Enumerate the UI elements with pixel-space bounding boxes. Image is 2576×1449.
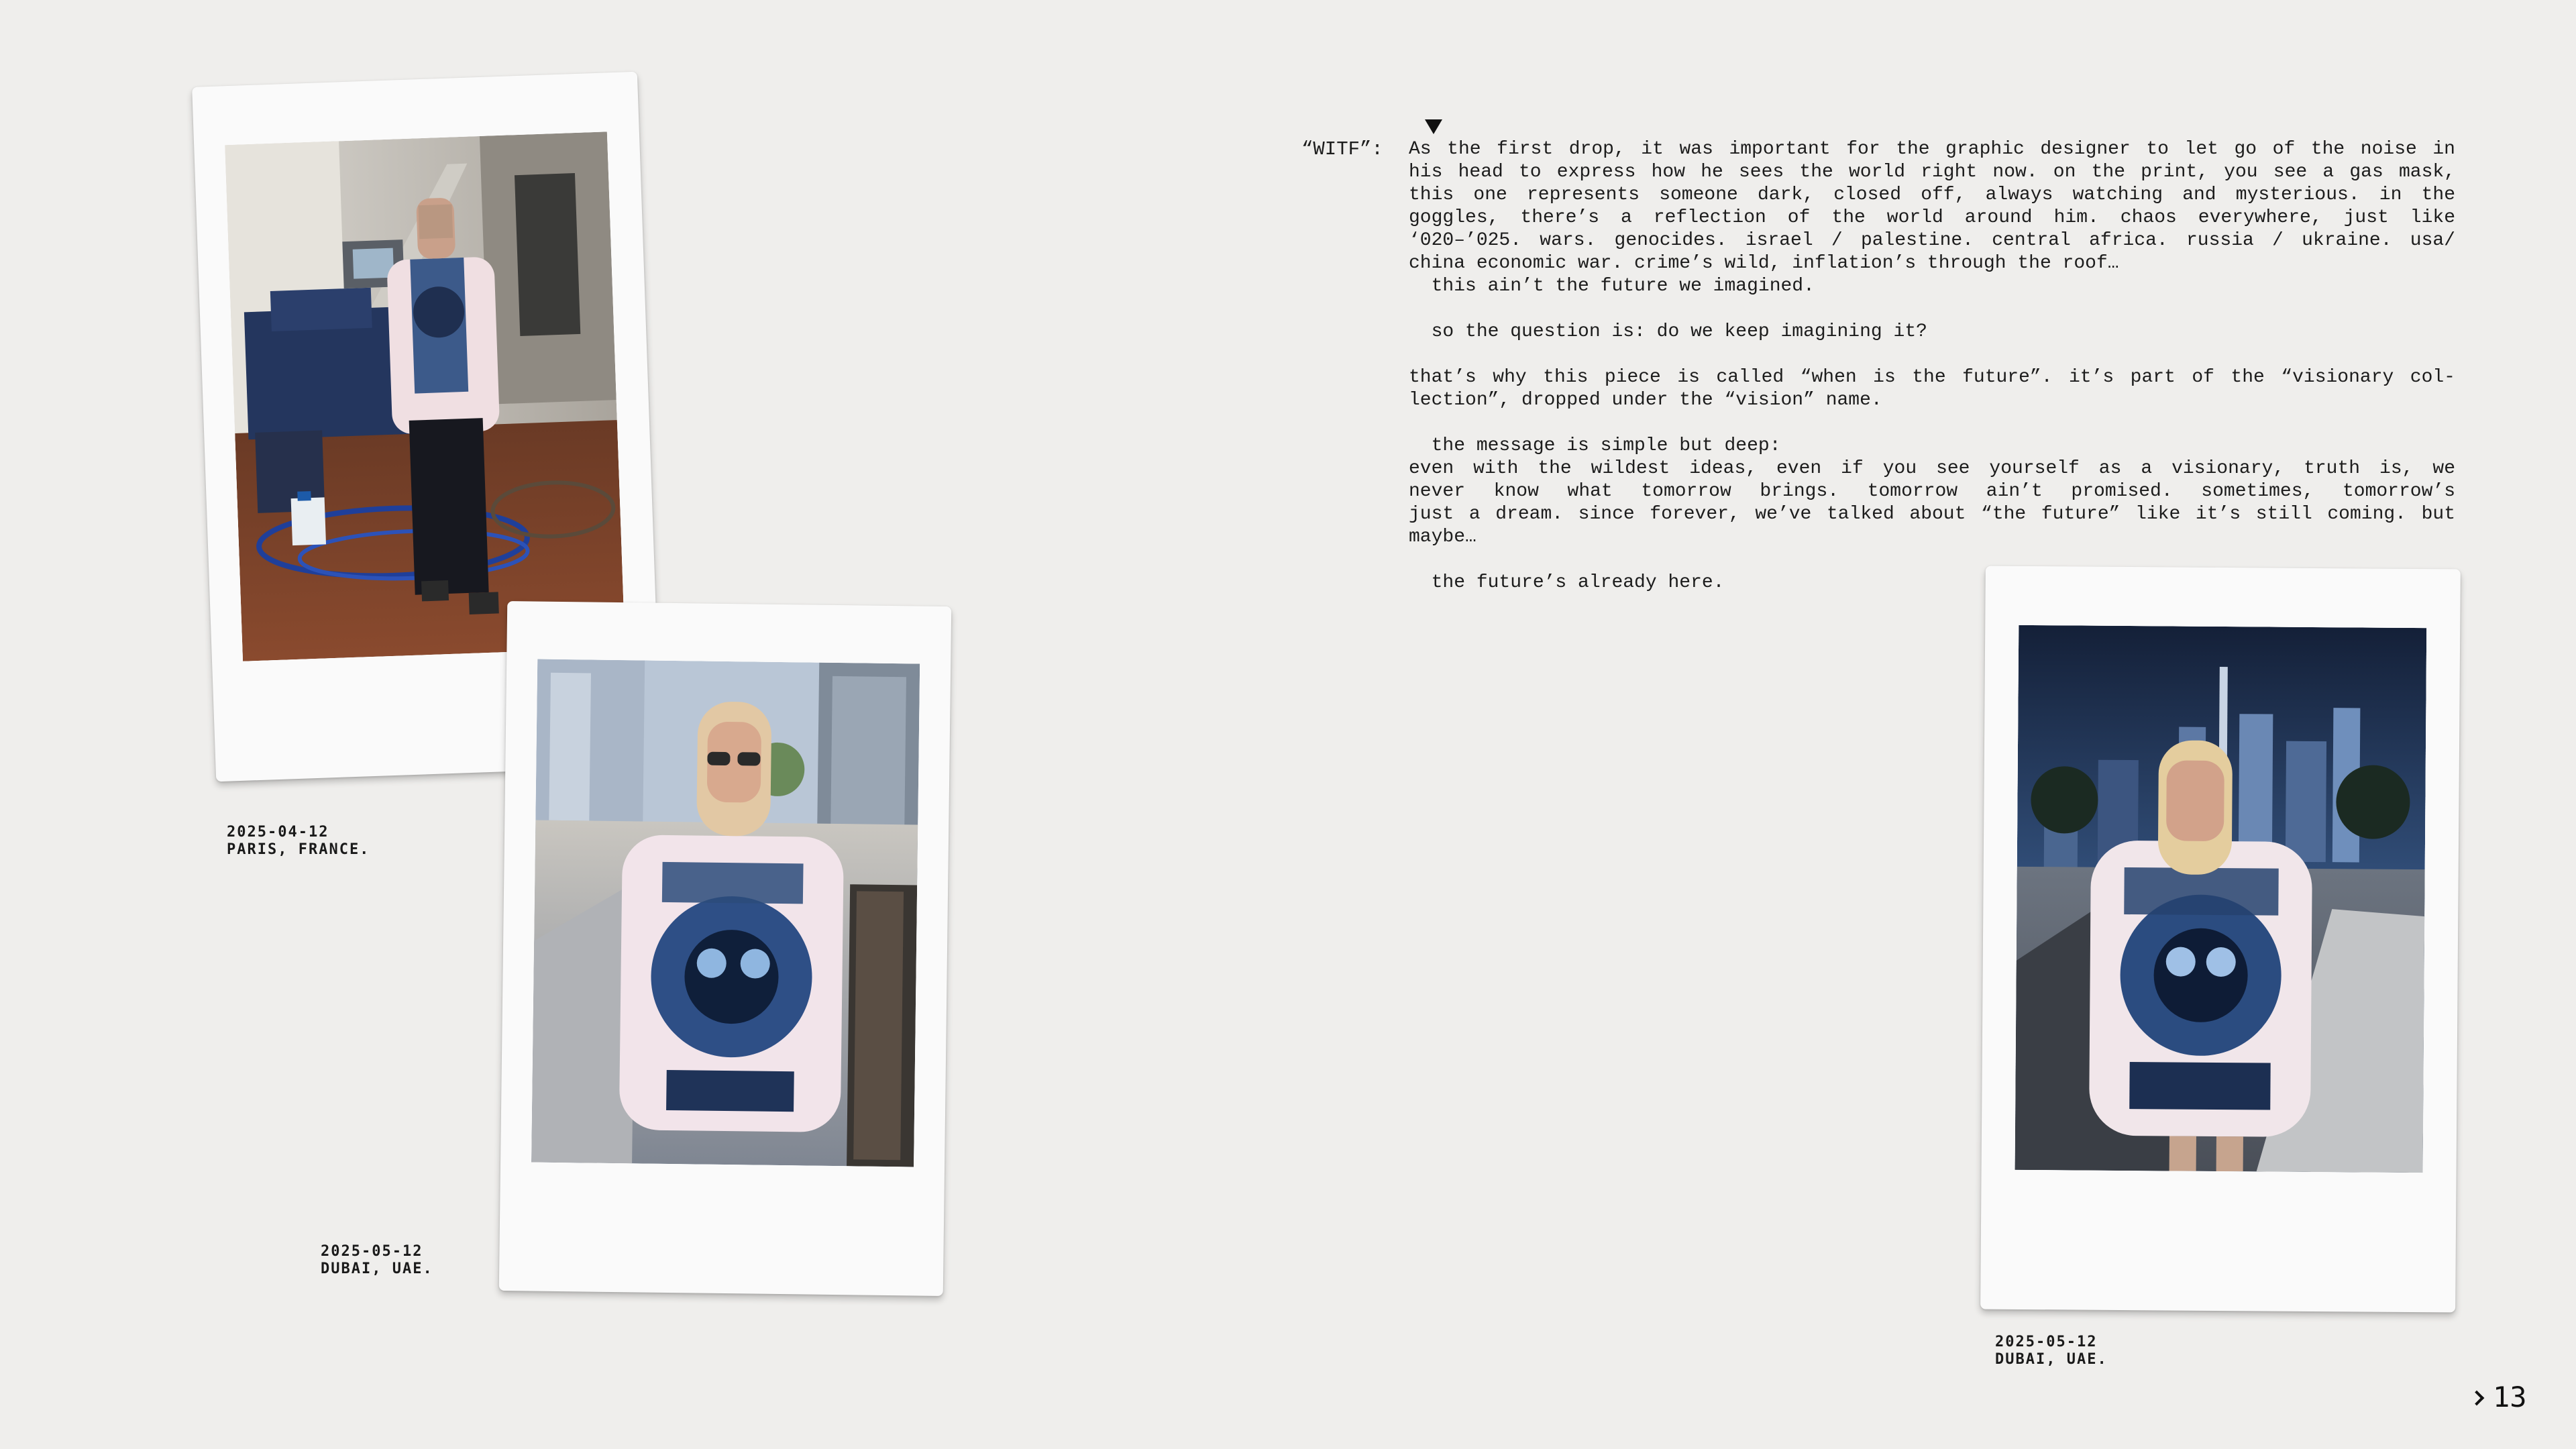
article-line: goggles, there’s a reflection of the world around him. chaos everywhere, just like	[1409, 207, 2455, 228]
article-line: this one represents someone dark, closed off, always watching and mysterious. in the	[1409, 184, 2455, 205]
article-line: so the question is: do we keep imagining it?	[1409, 321, 1927, 342]
caption-date: 2025-04-12	[227, 824, 329, 841]
polaroid-dubai-street	[499, 601, 952, 1296]
triangle-down-icon	[1425, 119, 1442, 134]
article-line	[1409, 298, 2455, 321]
article-line: As the first drop, it was important for the graphic designer to let go of the noise in	[1409, 139, 2455, 160]
article-line: never know what tomorrow brings. tomorrow ain’t promised. sometimes, tomorrow’s	[1409, 481, 2455, 502]
article-line	[1409, 412, 2455, 435]
photo-dubai-street	[531, 659, 920, 1167]
article-line	[1409, 549, 2455, 572]
article-line: the message is simple but deep:	[1409, 435, 1781, 456]
photo-caption-dubai-left	[321, 1243, 433, 1278]
caption-date: 2025-05-12	[321, 1243, 423, 1260]
article-line: just a dream. since forever, we’ve talked about “the future” like it’s still coming. but	[1409, 504, 2455, 525]
article-line: maybe…	[1409, 527, 1477, 547]
page-number	[2471, 1381, 2527, 1414]
chevron-right-icon	[2469, 1391, 2485, 1406]
article-line: this ain’t the future we imagined.	[1409, 276, 1815, 297]
photo-dubai-skyline	[2015, 625, 2427, 1173]
article-line: even with the wildest ideas, even if you see yourself as a visionary, truth is, we	[1409, 458, 2455, 479]
caption-date: 2025-05-12	[1995, 1334, 2098, 1350]
caption-place: PARIS, FRANCE.	[227, 841, 370, 858]
page-number-value: 13	[2493, 1381, 2527, 1413]
article-line: china economic war. crime’s wild, inflation’s through the roof…	[1409, 253, 2119, 274]
photo-caption-dubai-right	[1995, 1334, 2108, 1368]
article-line: lection”, dropped under the “vision” name.	[1409, 390, 1882, 411]
polaroid-dubai-night	[1980, 566, 2461, 1313]
article-line	[1409, 343, 2455, 366]
article-body	[1409, 138, 2455, 594]
article-line: his head to express how he sees the world right now. on the print, you see a gas mask,	[1409, 162, 2455, 182]
article-line: ‘020–’025. wars. genocides. israel / palestine. central africa. russia / ukraine. usa/	[1409, 230, 2455, 251]
article-line: the future’s already here.	[1409, 572, 1725, 593]
article-line: that’s why this piece is called “when is the future”. it’s part of the “visionary col-	[1409, 367, 2455, 388]
caption-place: DUBAI, UAE.	[321, 1260, 433, 1277]
photo-caption-paris	[227, 824, 370, 859]
article-label: “WITF”:	[1301, 138, 1383, 160]
caption-place: DUBAI, UAE.	[1995, 1351, 2108, 1368]
photo-paris-workshop	[225, 131, 625, 661]
